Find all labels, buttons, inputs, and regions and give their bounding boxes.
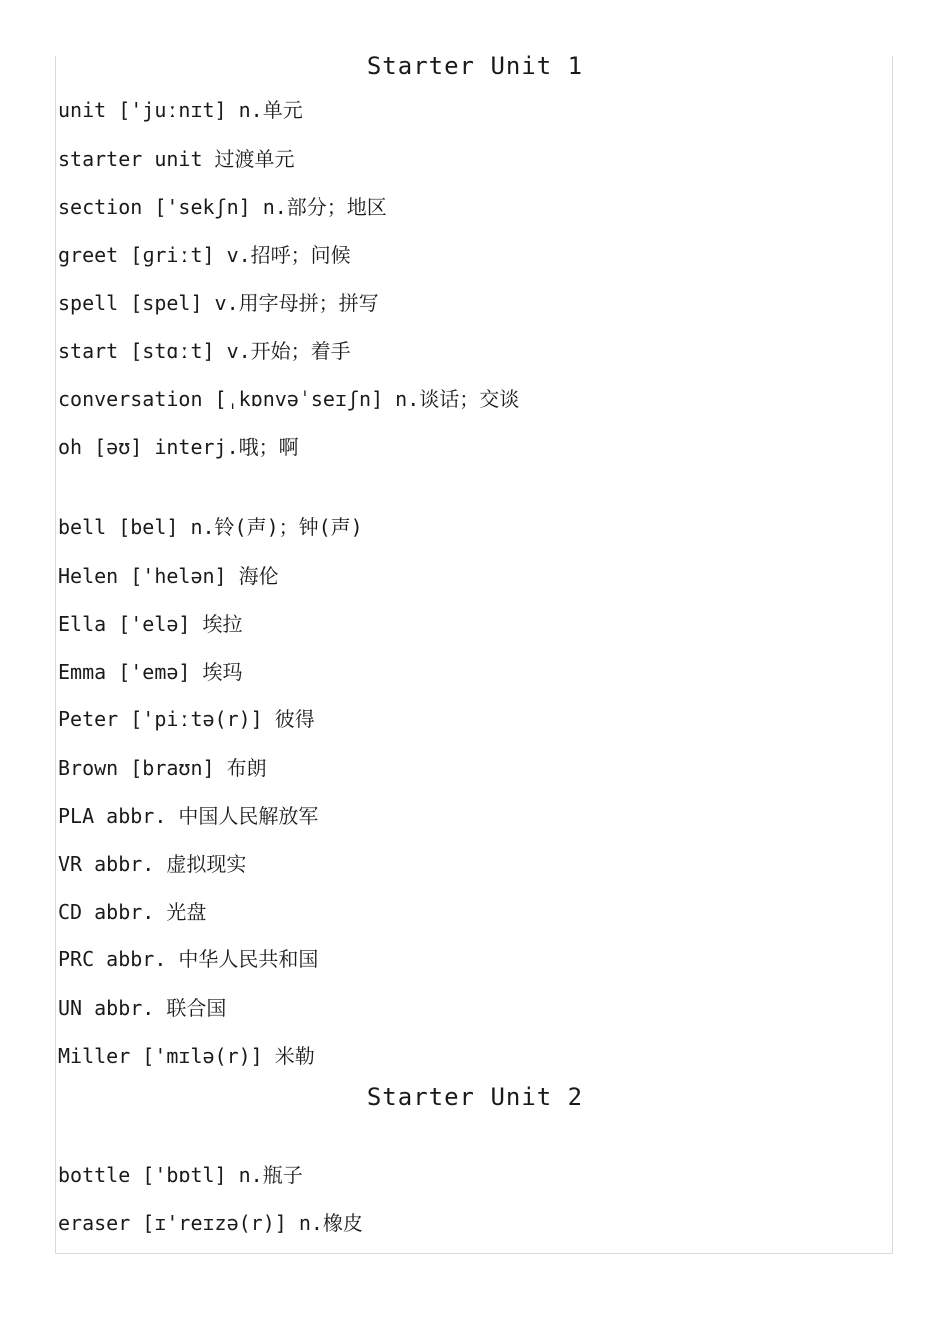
vocab-entry: Brown [braʊn] 布朗 bbox=[58, 756, 267, 780]
vocab-entry: spell [spel] v.用字母拼；拼写 bbox=[58, 291, 379, 315]
vocab-entry: Emma ['emə] 埃玛 bbox=[58, 660, 243, 684]
unit1-title: Starter Unit 1 bbox=[366, 52, 584, 80]
vocab-entry: PRC abbr. 中华人民共和国 bbox=[58, 947, 319, 971]
unit2-title: Starter Unit 2 bbox=[366, 1083, 584, 1111]
vocab-entry: greet [ɡriːt] v.招呼；问候 bbox=[58, 243, 351, 267]
vocab-entry: eraser [ɪ'reɪzə(r)] n.橡皮 bbox=[58, 1211, 363, 1235]
vocab-entry: PLA abbr. 中国人民解放军 bbox=[58, 804, 319, 828]
vocab-entry: Ella ['elə] 埃拉 bbox=[58, 612, 243, 636]
vocab-entry: Helen ['helən] 海伦 bbox=[58, 564, 279, 588]
vocab-entry: start [stɑːt] v.开始；着手 bbox=[58, 339, 351, 363]
page-frame bbox=[55, 56, 893, 1254]
vocab-entry: Miller ['mɪlə(r)] 米勒 bbox=[58, 1044, 315, 1068]
vocab-entry: bell [bel] n.铃(声)；钟(声) bbox=[58, 515, 363, 539]
vocab-entry: bottle ['bɒtl] n.瓶子 bbox=[58, 1163, 303, 1187]
vocab-entry: section ['sekʃn] n.部分；地区 bbox=[58, 195, 387, 219]
vocab-entry: unit ['juːnɪt] n.单元 bbox=[58, 98, 303, 122]
vocab-entry: VR abbr. 虚拟现实 bbox=[58, 852, 247, 876]
vocab-entry: CD abbr. 光盘 bbox=[58, 900, 207, 924]
vocab-entry: starter unit 过渡单元 bbox=[58, 147, 295, 171]
vocab-entry: conversation [ˌkɒnvəˈseɪʃn] n.谈话；交谈 bbox=[58, 387, 520, 411]
vocab-entry: Peter ['piːtə(r)] 彼得 bbox=[58, 707, 315, 731]
vocab-entry: UN abbr. 联合国 bbox=[58, 996, 227, 1020]
vocab-entry: oh [əʊ] interj.哦；啊 bbox=[58, 435, 299, 459]
